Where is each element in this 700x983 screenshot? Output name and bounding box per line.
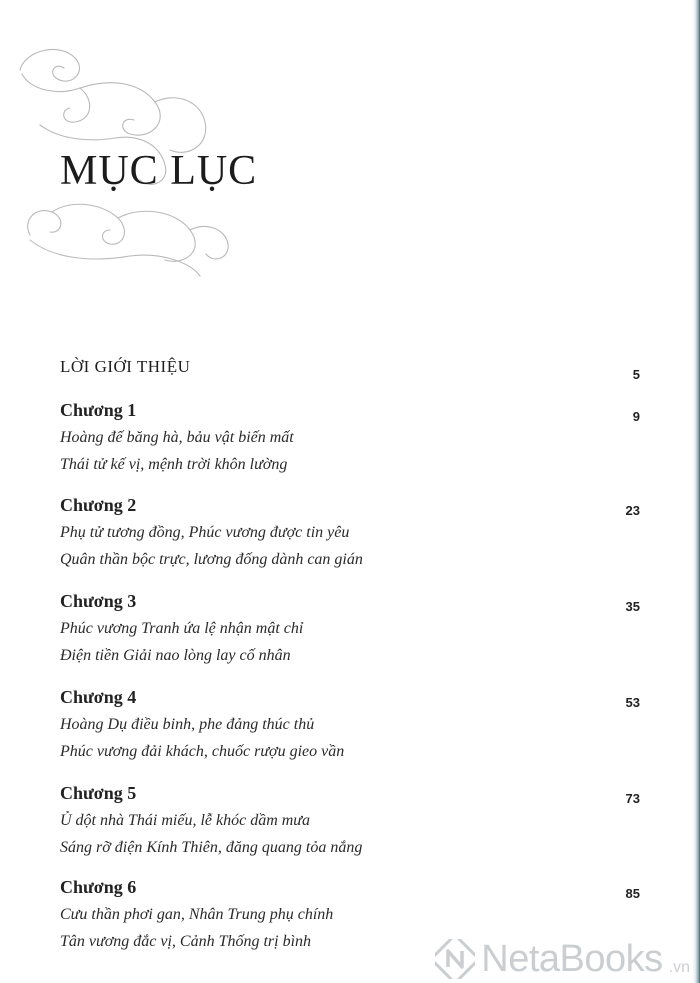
chapter-page-number: 35 (625, 599, 640, 614)
toc-chapter-entry[interactable] (60, 783, 640, 873)
chapter-subtitle-line-1: Ủ dột nhà Thái miếu, lễ khóc dầm mưa (60, 812, 311, 829)
chapter-subtitle-line-1: Hoàng Dụ điều binh, phe đảng thúc thủ (60, 716, 315, 733)
toc-chapter-entry[interactable] (60, 495, 640, 585)
chapter-subtitle-line-1: Cưu thần phơi gan, Nhân Trung phụ chính (60, 906, 334, 923)
chapter-subtitle-line-1: Phụ tử tương đồng, Phúc vương được tin yêu (60, 524, 350, 541)
chapter-subtitle-line-2: Điện tiền Giải nao lòng lay cố nhân (60, 647, 291, 664)
chapter-page-number: 9 (632, 409, 640, 424)
watermark-suffix: .vn (668, 959, 690, 976)
chapter-subtitle-line-2: Quân thần bộc trực, lương đống dành can gián (60, 551, 363, 568)
chapter-page-number: 53 (625, 695, 640, 710)
chapter-title: Chương 3 (60, 591, 137, 611)
page-title: MỤC LỤC (60, 148, 258, 194)
toc-chapter-entry[interactable] (60, 591, 640, 681)
toc-chapter-entry[interactable] (60, 687, 640, 777)
netabooks-logo-icon (435, 939, 475, 979)
chapter-title: Chương 1 (60, 400, 137, 420)
netabooks-watermark (435, 935, 690, 983)
chapter-subtitle-line-1: Hoàng đế băng hà, bảu vật biến mất (60, 429, 294, 446)
watermark-brand: NetaBooks (481, 938, 663, 980)
chapter-subtitle-line-2: Tân vương đắc vị, Cảnh Thống trị bình (60, 933, 312, 950)
chapter-subtitle-line-1: Phúc vương Tranh ứa lệ nhận mật chỉ (60, 620, 304, 637)
chapter-page-number: 73 (625, 791, 640, 806)
chapter-title: Chương 5 (60, 783, 137, 803)
page-edge-shadow (692, 0, 700, 983)
chapter-subtitle-line-2: Phúc vương đải khách, chuốc rượu gieo vần (60, 743, 345, 760)
chapter-title: Chương 2 (60, 495, 137, 515)
toc-intro-label[interactable]: LỜI GIỚI THIỆU (60, 357, 191, 376)
toc-chapter-entry[interactable] (60, 400, 640, 490)
toc-intro-page-number: 5 (632, 367, 640, 382)
chapter-subtitle-line-2: Thái tử kế vị, mệnh trời khôn lường (60, 456, 288, 473)
chapter-title: Chương 4 (60, 687, 137, 707)
chapter-page-number: 23 (625, 503, 640, 518)
chapter-page-number: 85 (625, 886, 640, 901)
chapter-subtitle-line-2: Sáng rỡ điện Kính Thiên, đăng quang tỏa nắng (60, 839, 363, 856)
chapter-title: Chương 6 (60, 877, 137, 897)
